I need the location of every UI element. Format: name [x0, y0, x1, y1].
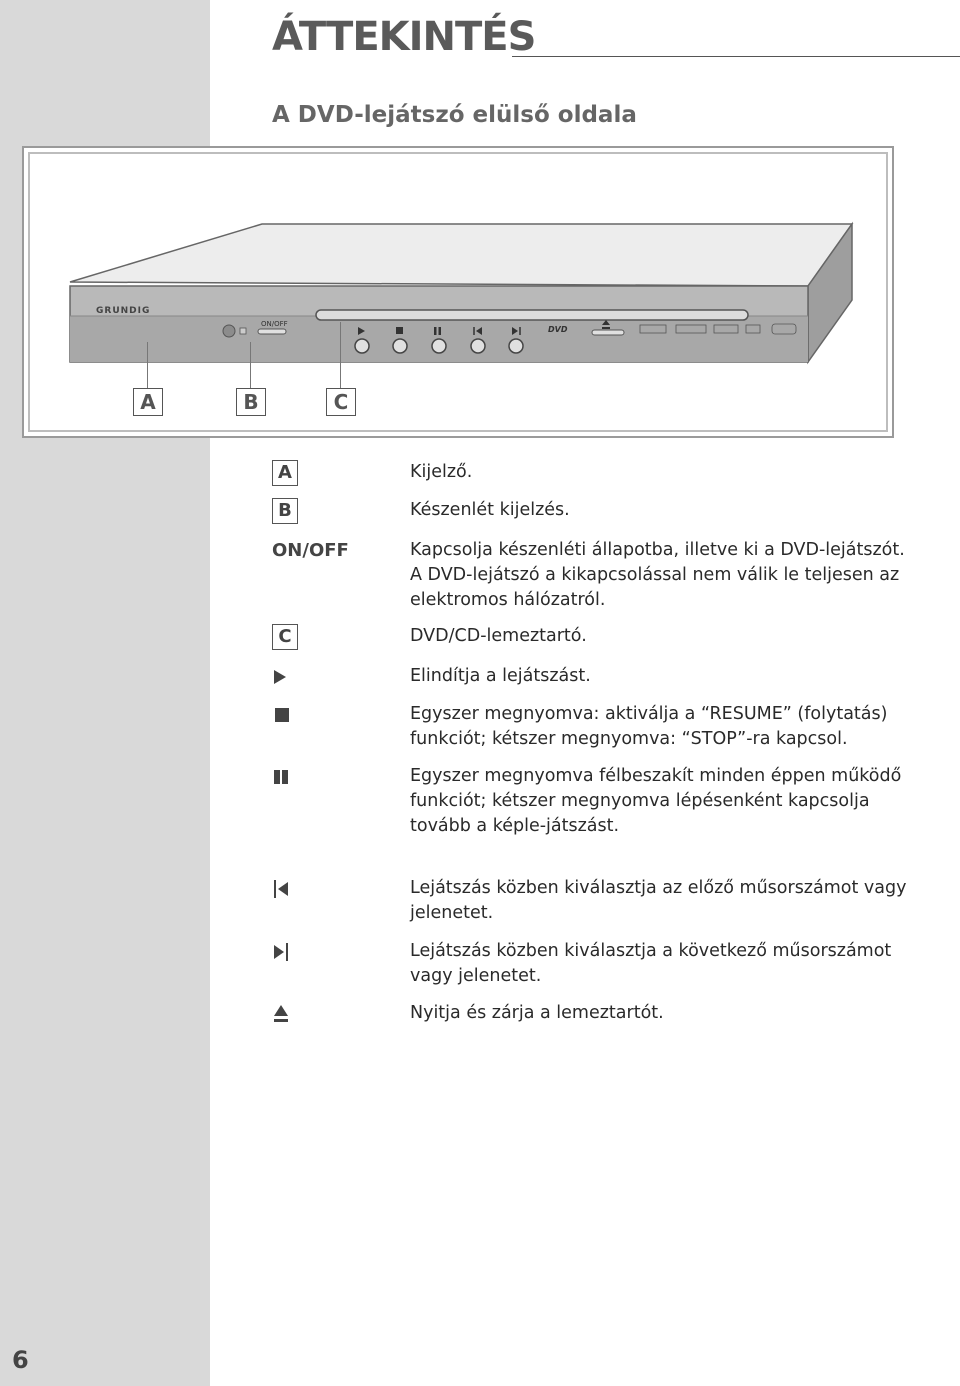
- legend-text: Kapcsolja készenléti állapotba, illetve ki a DVD-lejátszót. A DVD-lejátszó a kikapcsolással nem válik le teljesen az elektromos hálózatról.: [410, 540, 905, 610]
- brand-logo: GRUNDIG: [96, 306, 151, 316]
- legend-text: DVD/CD-lemeztartó.: [410, 626, 587, 646]
- dvd-logo: DVD: [548, 325, 568, 334]
- standby-led: [223, 325, 235, 337]
- panel-pause-icon: [434, 327, 437, 335]
- power-label: ON/OFF: [261, 320, 288, 328]
- stop-icon: [272, 702, 392, 726]
- eject-icon: [272, 1001, 392, 1025]
- legend-text: Nyitja és zárja a lemeztartót.: [410, 1003, 664, 1023]
- callout-a: A: [133, 388, 163, 416]
- symbol-on-off: ON/OFF: [272, 540, 349, 561]
- legend-text: Készenlét kijelzés.: [410, 500, 570, 520]
- page-title: ÁTTEKINTÉS: [272, 14, 536, 60]
- previous-button: [471, 339, 485, 353]
- legend-text: Egyszer megnyomva félbeszakít minden éppen működő funkciót; kétszer megnyomva lépésenként kapcsolja tovább a képle-játszást.: [410, 766, 902, 836]
- legend-text: Elindítja a lejátszást.: [410, 666, 591, 686]
- symbol-a: A: [272, 460, 298, 486]
- legend-text: Lejátszás közben kiválasztja a következő műsorszámot vagy jelenetet.: [410, 941, 892, 986]
- eject-button: [592, 330, 624, 335]
- next-icon: [272, 939, 392, 963]
- stop-button: [393, 339, 407, 353]
- page-number: 6: [12, 1346, 29, 1374]
- callout-line-a: [147, 342, 148, 388]
- disc-tray: [316, 310, 748, 320]
- legend-text: Egyszer megnyomva: aktiválja a “RESUME” (folytatás) funkciót; kétszer megnyomva: “STOP”-ra kapcsol.: [410, 704, 888, 749]
- callout-c: C: [326, 388, 356, 416]
- pause-icon: [272, 764, 392, 788]
- next-button: [509, 339, 523, 353]
- symbol-b: B: [272, 498, 298, 524]
- panel-stop-icon: [396, 327, 403, 334]
- symbol-c: C: [272, 624, 298, 650]
- display-window: [240, 328, 246, 334]
- play-icon: [272, 664, 392, 688]
- section-title: A DVD-lejátszó elülső oldala: [272, 102, 637, 128]
- legend-text: Lejátszás közben kiválasztja az előző műsorszámot vagy jelenetet.: [410, 878, 907, 923]
- callout-b: B: [236, 388, 266, 416]
- play-button: [355, 339, 369, 353]
- power-button: [258, 329, 286, 334]
- previous-icon: [272, 876, 392, 900]
- callout-line-b: [250, 342, 251, 388]
- dvd-player-illustration: [0, 0, 960, 440]
- device-top: [70, 224, 852, 286]
- legend-text: Kijelző.: [410, 462, 473, 482]
- callout-line-c: [340, 322, 341, 388]
- pause-button: [432, 339, 446, 353]
